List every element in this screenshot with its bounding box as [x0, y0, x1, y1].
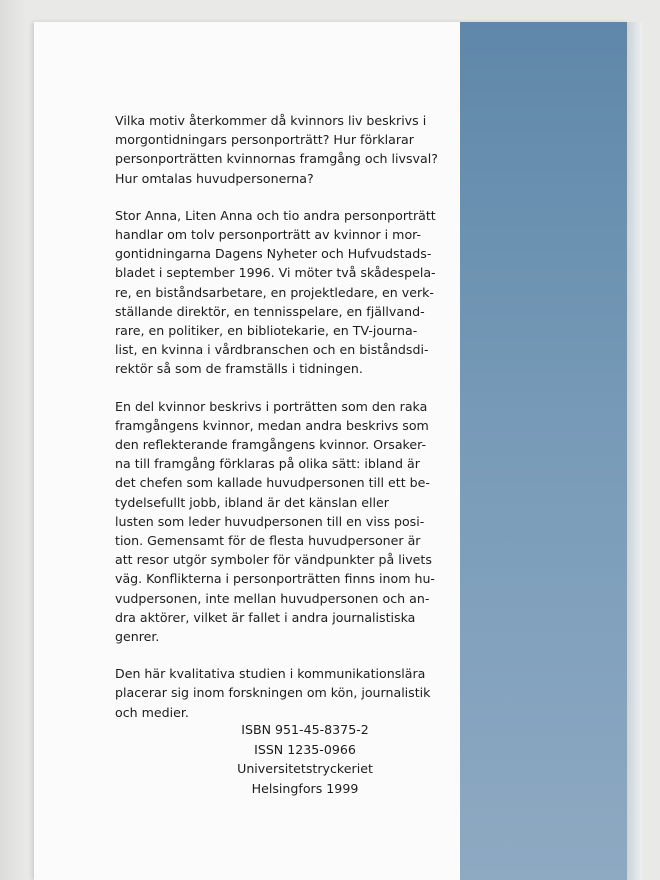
text-line: handlar om tolv personporträtt av kvinnor i mor- — [115, 227, 422, 243]
paragraph-1 — [115, 111, 438, 188]
text-line: rare, en politiker, en bibliotekarie, en TV-journa- — [115, 323, 418, 339]
text-line: väg. Konflikterna i personporträtten finns inom hu- — [115, 571, 435, 587]
text-line: placerar sig inom forskningen om kön, journalistik — [115, 685, 431, 701]
text-line: re, en biståndsarbetare, en projektledare, en verk- — [115, 284, 434, 300]
paragraph-3 — [115, 397, 435, 647]
text-line: na till framgång förklaras på olika sätt: ibland är — [115, 456, 420, 472]
text-line: att resor utgör symboler för vändpunkter på livets — [115, 552, 432, 568]
paragraph-2 — [115, 206, 436, 379]
text-line: Stor Anna, Liten Anna och tio andra personporträtt — [115, 207, 436, 223]
text-line: lusten som leder huvudpersonen till en viss posi- — [115, 513, 425, 529]
text-line: list, en kvinna i vårdbranschen och en biståndsdi- — [115, 342, 429, 358]
text-line: dra aktörer, vilket är fallet i andra journalistiska — [115, 609, 416, 625]
paragraph-4 — [115, 664, 431, 722]
text-line: bladet i september 1996. Vi möter två skådespela- — [115, 265, 436, 281]
isbn-line: ISBN 951-45-8375-2 — [241, 722, 369, 737]
text-line: tion. Gemensamt för de flesta huvudpersoner är — [115, 533, 421, 549]
blue-cover-band — [460, 22, 633, 880]
printer-line: Universitetstryckeriet — [237, 761, 373, 776]
text-line: framgångens kvinnor, medan andra beskrivs som — [115, 417, 429, 433]
text-line: morgontidningars personporträtt? Hur förklarar — [115, 132, 414, 148]
text-line: Den här kvalitativa studien i kommunikationslära — [115, 666, 426, 682]
cover-right-sheen — [627, 22, 642, 880]
text-line: vudpersonen, inte mellan huvudpersonen och an- — [115, 590, 430, 606]
text-line: En del kvinnor beskrivs i porträtten som den raka — [115, 398, 428, 414]
text-line: tydelsefullt jobb, ibland är det känslan eller — [115, 494, 389, 510]
text-line: personporträtten kvinnornas framgång och livsval? — [115, 151, 438, 167]
text-line: genrer. — [115, 629, 160, 645]
blurb-text — [115, 111, 438, 740]
text-line: och medier. — [115, 704, 189, 720]
text-line: den reflekterande framgångens kvinnor. Orsaker- — [115, 437, 427, 453]
imprint-block — [225, 720, 385, 798]
text-line: Vilka motiv återkommer då kvinnors liv beskrivs i — [115, 113, 427, 128]
text-line: rektör så som de framställs i tidningen. — [115, 361, 363, 377]
place-year-line: Helsingfors 1999 — [251, 780, 359, 796]
text-line: Hur omtalas huvudpersonerna? — [115, 170, 314, 186]
text-line: det chefen som kallade huvudpersonen till ett be- — [115, 475, 430, 491]
text-line: gontidningarna Dagens Nyheter och Hufvudstads- — [115, 246, 432, 262]
text-line: ställande direktör, en tennisspelare, en fjällvand- — [115, 303, 425, 319]
issn-line: ISSN 1235-0966 — [254, 741, 356, 757]
